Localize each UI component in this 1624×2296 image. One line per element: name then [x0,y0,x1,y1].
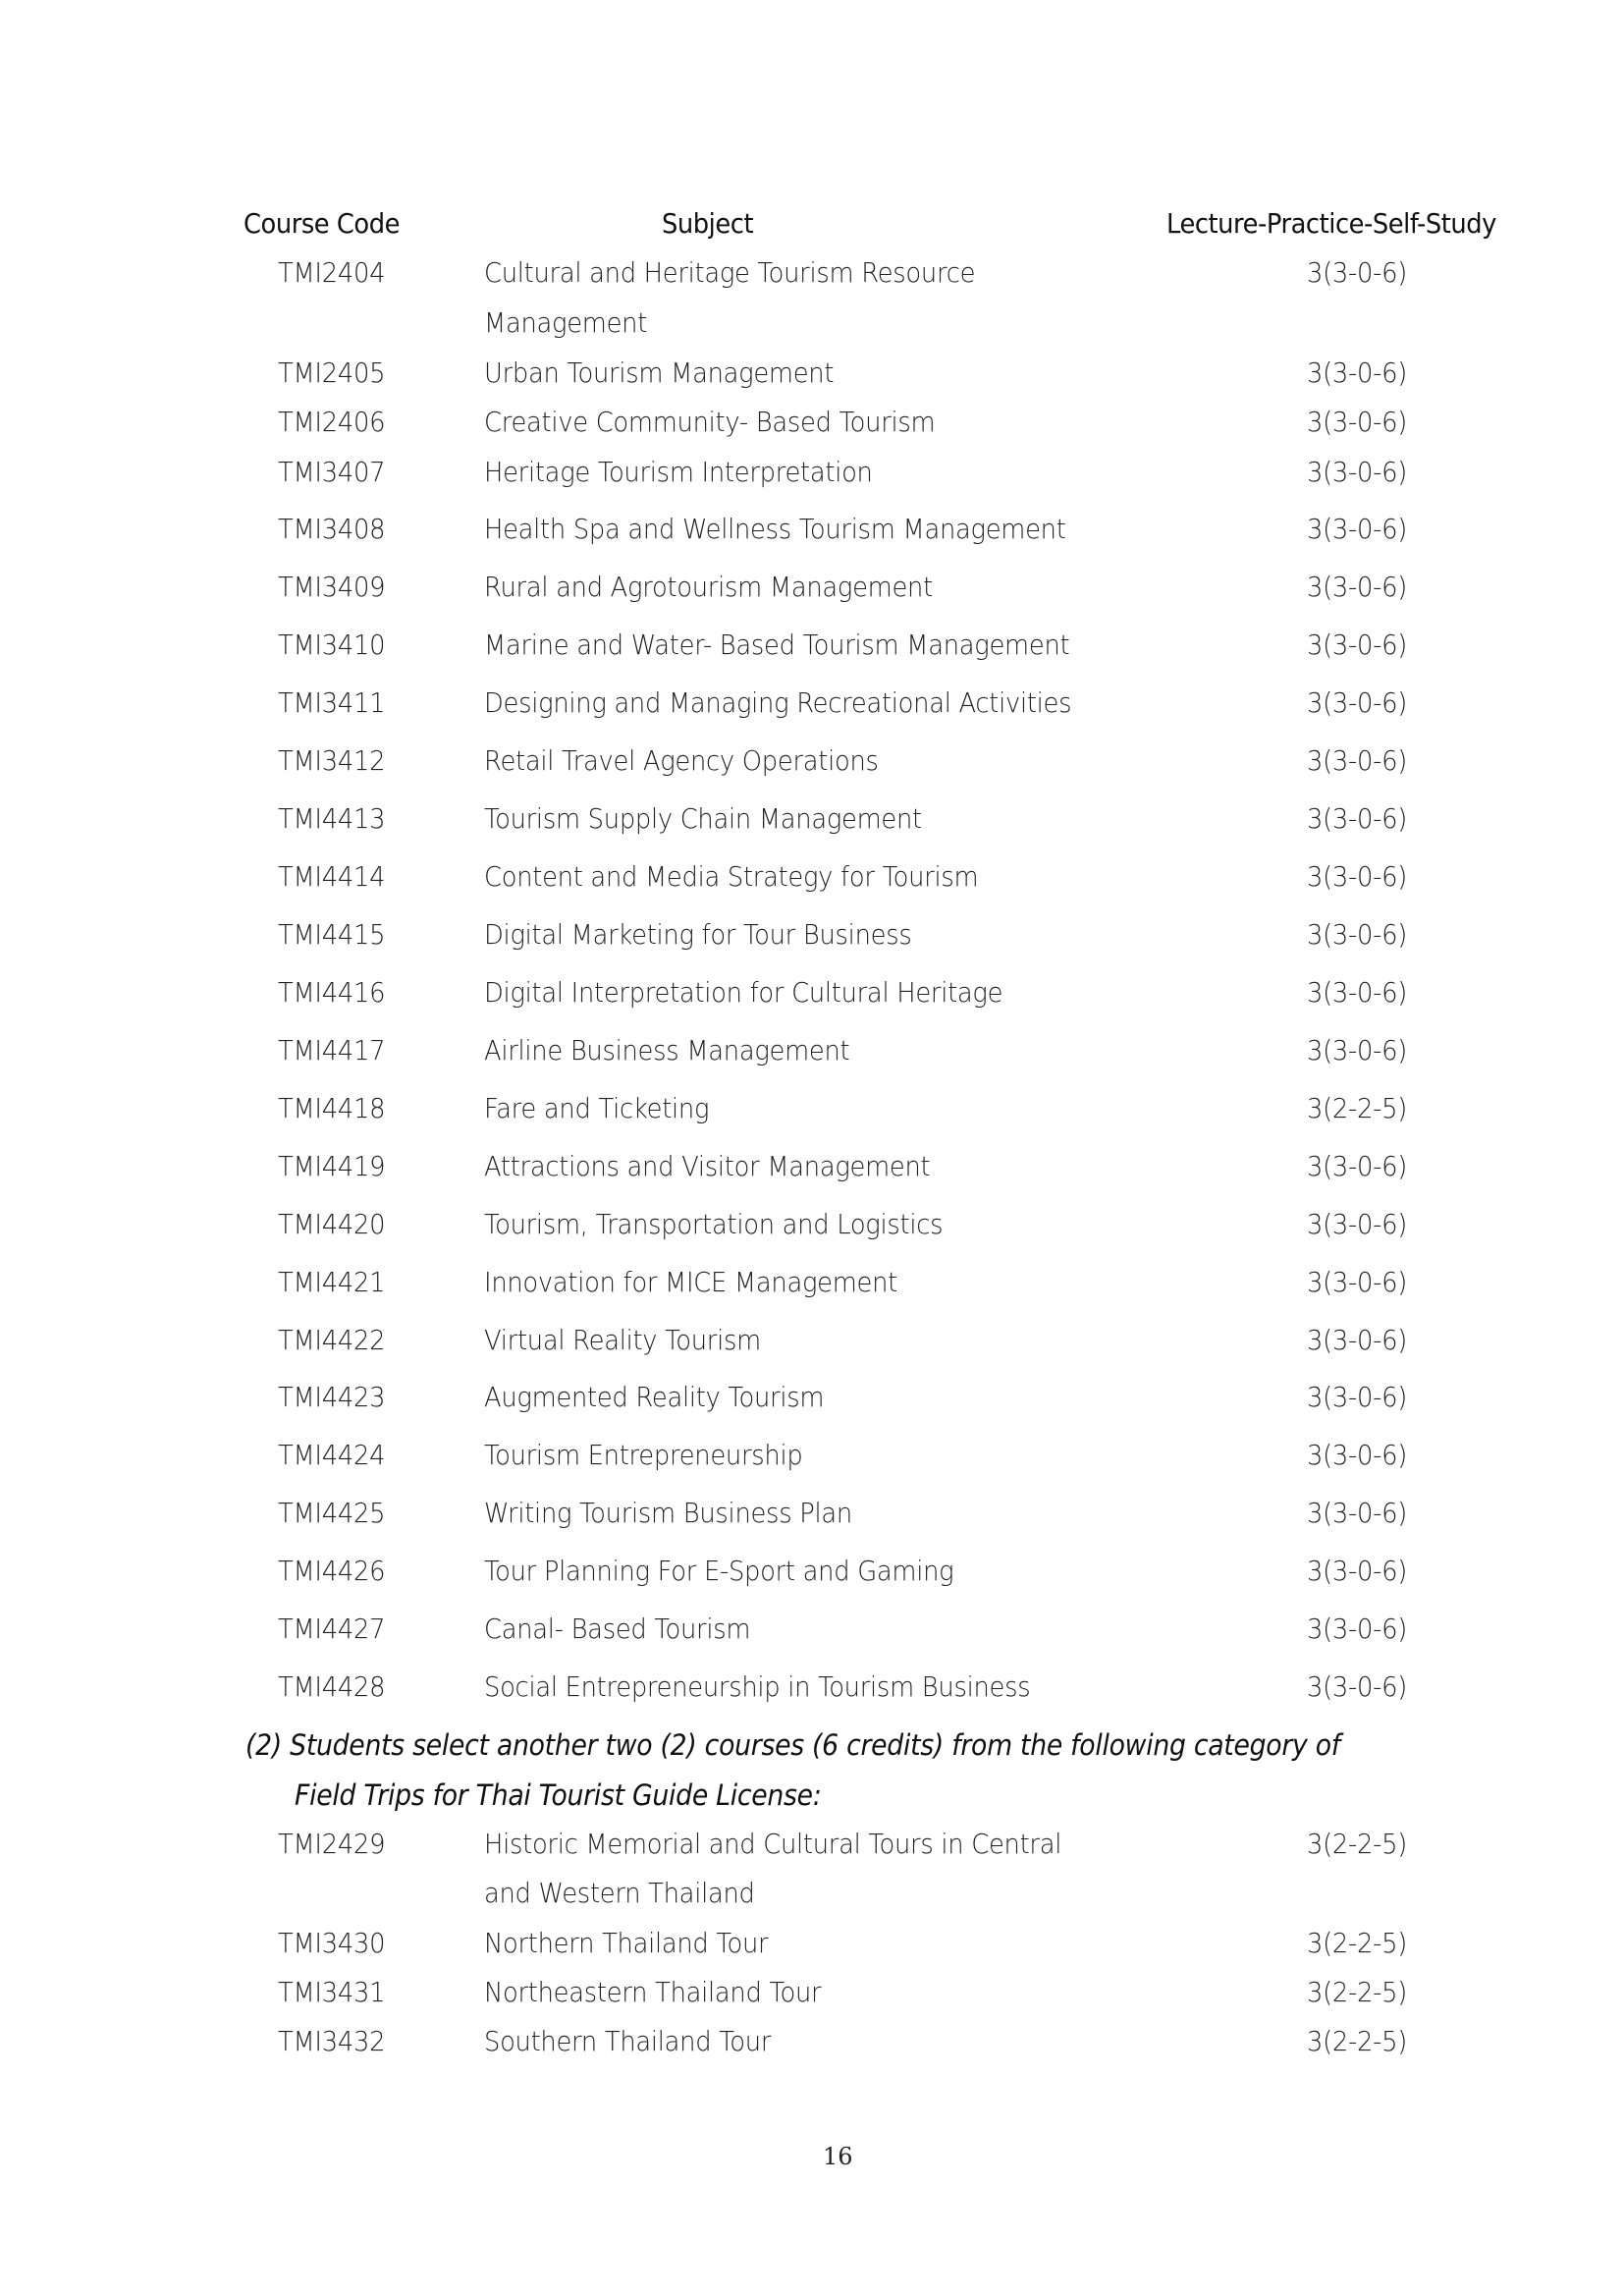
course-code: TMI3409 [278,571,386,603]
course-subject-continued: Management [484,306,648,339]
course-code: TMI3408 [278,513,386,545]
course-lps: 3(3-0-6) [1307,976,1408,1009]
course-code: TMI4415 [278,918,386,951]
course-code: TMI3410 [278,629,386,661]
header-lecture-practice-self-study: Lecture-Practice-Self-Study [1166,207,1496,240]
course-subject-continued: and Western Thailand [484,1877,755,1909]
course-code: TMI2404 [278,256,386,289]
course-subject: Innovation for MICE Management [484,1266,897,1298]
course-subject: Designing and Managing Recreational Activities [484,686,1072,719]
course-subject: Digital Interpretation for Cultural Heritage [484,976,1003,1009]
course-code: TMI4418 [278,1092,386,1124]
course-lps: 3(2-2-5) [1307,1927,1408,1959]
course-code: TMI3432 [278,2025,386,2057]
course-code: TMI4422 [278,1324,386,1356]
course-subject: Tourism Supply Chain Management [484,802,922,835]
course-lps: 3(3-0-6) [1307,1324,1408,1356]
course-code: TMI4413 [278,802,386,835]
course-lps: 3(3-0-6) [1307,1381,1408,1413]
course-subject: Tourism Entrepreneurship [484,1439,803,1471]
course-lps: 3(3-0-6) [1307,860,1408,893]
elective-note-line-2: Field Trips for Thai Tourist Guide License: [295,1778,822,1812]
course-subject: Writing Tourism Business Plan [484,1497,852,1529]
elective-note-line-1: (2) Students select another two (2) courses (6 credits) from the following category of [245,1728,1340,1762]
course-lps: 3(3-0-6) [1307,256,1408,289]
course-lps: 3(3-0-6) [1307,571,1408,603]
course-lps: 3(3-0-6) [1307,1150,1408,1182]
course-code: TMI4423 [278,1381,386,1413]
course-lps: 3(3-0-6) [1307,744,1408,777]
course-subject: Airline Business Management [484,1034,850,1066]
course-lps: 3(3-0-6) [1307,1670,1408,1703]
course-subject: Creative Community- Based Tourism [484,406,936,438]
course-code: TMI4427 [278,1613,386,1645]
course-code: TMI4414 [278,860,386,893]
course-subject: Content and Media Strategy for Tourism [484,860,979,893]
course-lps: 3(2-2-5) [1307,2025,1408,2057]
course-lps: 3(2-2-5) [1307,1092,1408,1124]
course-subject: Cultural and Heritage Tourism Resource [484,256,976,289]
course-lps: 3(3-0-6) [1307,918,1408,951]
course-lps: 3(3-0-6) [1307,1266,1408,1298]
course-lps: 3(2-2-5) [1307,1828,1408,1860]
course-subject: Rural and Agrotourism Management [484,571,933,603]
course-subject: Northeastern Thailand Tour [484,1976,822,2008]
course-lps: 3(3-0-6) [1307,686,1408,719]
course-subject: Marine and Water- Based Tourism Management [484,629,1070,661]
course-code: TMI3430 [278,1927,386,1959]
course-lps: 3(3-0-6) [1307,1439,1408,1471]
course-lps: 3(3-0-6) [1307,802,1408,835]
course-subject: Urban Tourism Management [484,356,835,389]
page-number: 16 [823,2143,853,2170]
course-lps: 3(3-0-6) [1307,456,1408,488]
course-subject: Fare and Ticketing [484,1092,710,1124]
course-code: TMI4428 [278,1670,386,1703]
course-lps: 3(3-0-6) [1307,406,1408,438]
course-lps: 3(3-0-6) [1307,1208,1408,1240]
course-lps: 3(3-0-6) [1307,1613,1408,1645]
course-code: TMI2429 [278,1828,386,1860]
course-code: TMI4419 [278,1150,386,1182]
course-subject: Heritage Tourism Interpretation [484,456,873,488]
course-subject: Tourism, Transportation and Logistics [484,1208,944,1240]
header-subject: Subject [662,207,754,240]
course-code: TMI4420 [278,1208,386,1240]
course-code: TMI4425 [278,1497,386,1529]
course-code: TMI3411 [278,686,386,719]
course-lps: 3(3-0-6) [1307,1034,1408,1066]
course-subject: Retail Travel Agency Operations [484,744,879,777]
course-code: TMI4416 [278,976,386,1009]
course-code: TMI2405 [278,356,386,389]
course-code: TMI3412 [278,744,386,777]
course-code: TMI4417 [278,1034,386,1066]
course-lps: 3(3-0-6) [1307,1497,1408,1529]
course-code: TMI3431 [278,1976,386,2008]
course-subject: Northern Thailand Tour [484,1927,769,1959]
course-lps: 3(3-0-6) [1307,1555,1408,1587]
course-code: TMI4426 [278,1555,386,1587]
course-subject: Social Entrepreneurship in Tourism Business [484,1670,1031,1703]
course-code: TMI4424 [278,1439,386,1471]
course-lps: 3(3-0-6) [1307,356,1408,389]
course-subject: Canal- Based Tourism [484,1613,751,1645]
course-lps: 3(2-2-5) [1307,1976,1408,2008]
course-code: TMI2406 [278,406,386,438]
course-subject: Virtual Reality Tourism [484,1324,761,1356]
course-subject: Southern Thailand Tour [484,2025,772,2057]
course-code: TMI4421 [278,1266,386,1298]
course-code: TMI3407 [278,456,386,488]
course-subject: Tour Planning For E-Sport and Gaming [484,1555,954,1587]
course-subject: Attractions and Visitor Management [484,1150,931,1182]
course-subject: Digital Marketing for Tour Business [484,918,912,951]
course-subject: Health Spa and Wellness Tourism Management [484,513,1066,545]
course-subject: Historic Memorial and Cultural Tours in Central [484,1828,1062,1860]
course-lps: 3(3-0-6) [1307,513,1408,545]
header-course-code: Course Code [244,207,401,240]
course-lps: 3(3-0-6) [1307,629,1408,661]
course-subject: Augmented Reality Tourism [484,1381,825,1413]
